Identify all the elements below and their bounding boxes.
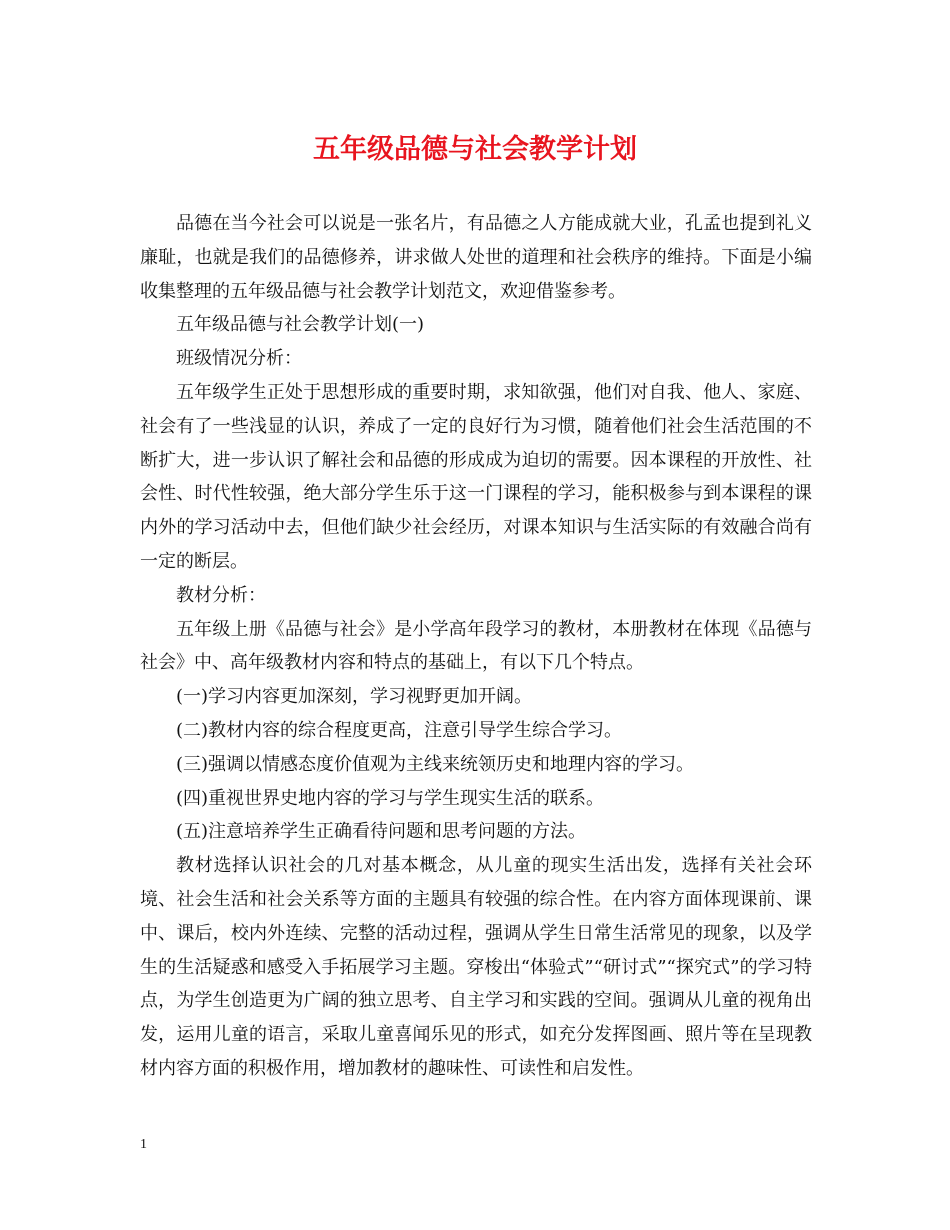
list-item: (四)重视世界史地内容的学习与学生现实生活的联系。 bbox=[176, 787, 605, 809]
textbook-analysis-paragraph: 五年级上册《品德与社会》是小学高年段学习的教材，本册教材在体现《品德与社会》中、高年级教材内容和特点的基础上，有以下几个特点。 bbox=[140, 618, 812, 674]
list-item: (三)强调以情感态度价值观为主线来统领历史和地理内容的学习。 bbox=[176, 753, 695, 775]
list-item: (五)注意培养学生正确看待问题和思考问题的方法。 bbox=[176, 821, 587, 843]
class-analysis-paragraph: 五年级学生正处于思想形成的重要时期，求知欲强，他们对自我、他人、家庭、社会有了一些浅显的认识，养成了一定的良好行为习惯，随着他们社会生活范围的不断扩大，进一步认识了解社会和品德的形成成为迫切的需要。因本课程的开放性、社会性、时代性较强，绝大部分学生乐于这一门课程的学习，能积极参与到本课程的课内外的学习活动中去，但他们缺少社会经历，对课本知识与生活实际的有效融合尚有一定的断层。 bbox=[140, 381, 812, 572]
subheading-textbook-analysis: 教材分析： bbox=[176, 584, 266, 606]
textbook-content-paragraph: 教材选择认识社会的几对基本概念，从儿童的现实生活出发，选择有关社会环境、社会生活和社会关系等方面的主题具有较强的综合性。在内容方面体现课前、课中、课后，校内外连续、完整的活动过程，强调从学生日常生活常见的现象，以及学生的生活疑惑和感受入手拓展学习主题。穿梭出“体验式”“研讨式”“探究式”的学习特点，为学生创造更为广阔的独立思考、自主学习和实践的空间。强调从儿童的视角出发，运用儿童的语言，采取儿童喜闻乐见的形式，如充分发挥图画、照片等在呈现教材内容方面的积极作用，增加教材的趣味性、可读性和启发性。 bbox=[140, 855, 812, 1079]
intro-paragraph: 品德在当今社会可以说是一张名片，有品德之人方能成就大业，孔孟也提到礼义廉耻，也就是我们的品德修养，讲求做人处世的道理和社会秩序的维持。下面是小编收集整理的五年级品德与社会教学计划范文，欢迎借鉴参考。 bbox=[140, 213, 812, 302]
section-heading-plan-1: 五年级品德与社会教学计划(一) bbox=[176, 314, 425, 336]
list-item: (二)教材内容的综合程度更高，注意引导学生综合学习。 bbox=[176, 719, 623, 741]
subheading-class-analysis: 班级情况分析： bbox=[176, 348, 302, 370]
list-item: (一)学习内容更加深刻，学习视野更加开阔。 bbox=[176, 686, 533, 708]
document-title: 五年级品德与社会教学计划 bbox=[313, 134, 637, 165]
document-body bbox=[140, 207, 812, 1086]
page-number: 1 bbox=[140, 1137, 147, 1152]
